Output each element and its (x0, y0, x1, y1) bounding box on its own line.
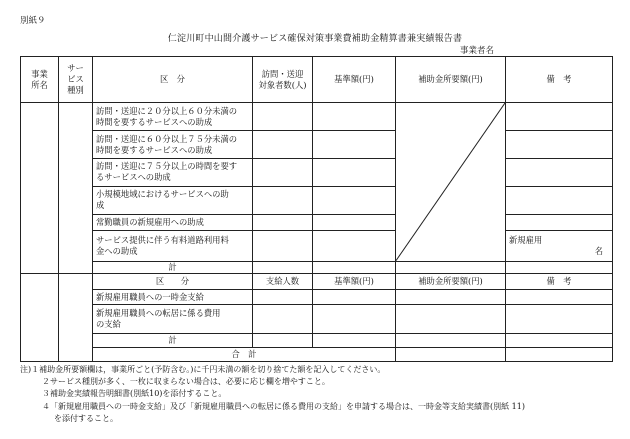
subtotal-subsidy-amount-cell[interactable] (396, 262, 506, 274)
payment-count-header: 支給人数 (253, 274, 313, 289)
table-row (21, 305, 613, 334)
header-row-2 (21, 274, 613, 289)
base-amount-cell[interactable] (313, 158, 396, 186)
note-2: ２サービス種別が多く、一枚に収まらない場合は、必要に応じ欄を増やすこと。 (42, 377, 330, 387)
document-title: 仁淀川町中山間介護サービス確保対策事業費補助金精算書兼実績報告書 (167, 34, 463, 44)
category-cell: 小規模地域におけるサービスへの助 成 (93, 186, 253, 214)
base-amount-header: 基準額(円) (313, 57, 396, 103)
subtotal-row-2 (21, 334, 613, 347)
visit-count-cell[interactable] (253, 103, 313, 131)
base-amount-cell[interactable] (313, 131, 396, 159)
service-type-cell-2[interactable] (59, 274, 93, 362)
table-row (21, 186, 613, 214)
diagonal-line (396, 103, 505, 261)
visit-count-cell[interactable] (253, 231, 313, 262)
subsidy-amount-diagonal-cell (396, 103, 506, 262)
operator-name-label: 事業者名 (460, 46, 495, 56)
remarks-cell[interactable] (506, 131, 613, 159)
visit-count-cell[interactable] (253, 131, 313, 159)
note-1: 注)１補助金所要額欄は，事業所ごと(予防含む。)に千円未満の額を切り捨てた額を記入してください。 (20, 365, 386, 374)
visit-count-header: 訪問・送迎 対象者数(人) (253, 57, 313, 103)
visit-count-cell[interactable] (253, 214, 313, 230)
remarks-cell[interactable] (506, 289, 613, 304)
base-amount-cell[interactable] (313, 214, 396, 230)
remarks-header: 備 考 (506, 57, 613, 103)
table-row (21, 231, 613, 262)
remarks-header-2: 備 考 (506, 274, 613, 289)
remarks-cell[interactable] (506, 214, 613, 230)
category-cell: サービス提供に伴う有料道路利用料 金への助成 (93, 231, 253, 262)
note-4: ４「新規雇用職員への一時金支給」及び「新規雇用職員への転居に係る費用の支給」を申請する場合は、一時金等支給実績書(別紙 11) (42, 401, 525, 411)
category-cell: 新規雇用職員への転居に係る費用 の支給 (93, 305, 253, 334)
base-amount-cell[interactable] (313, 103, 396, 131)
payment-count-cell[interactable] (253, 305, 313, 334)
payment-count-cell[interactable] (253, 289, 313, 304)
category-cell: 訪問・送迎に７５分以上の時間を要す るサービスへの助成 (93, 158, 253, 186)
subtotal-base-amount-cell[interactable] (313, 262, 396, 274)
visit-count-cell[interactable] (253, 158, 313, 186)
category-cell: 新規雇用職員への一時金支給 (93, 289, 253, 304)
document-label: 別紙９ (20, 16, 46, 26)
office-name-header: 事業 所名 (21, 57, 59, 103)
remarks-cell[interactable] (506, 158, 613, 186)
subtotal-remarks-cell[interactable] (506, 334, 613, 347)
subtotal-row (21, 262, 613, 274)
service-type-header: サー ビス 種別 (59, 57, 93, 103)
remarks-cell[interactable]: 新規雇用 名 (506, 231, 613, 262)
category-cell: 訪問・送迎に２０分以上６０分未満の 時間を要するサービスへの助成 (93, 103, 253, 131)
subsidy-amount-header-2: 補助金所要額(円) (396, 274, 506, 289)
base-amount-cell[interactable] (313, 186, 396, 214)
subsidy-report-table (20, 56, 613, 362)
office-name-cell[interactable] (21, 103, 59, 274)
subsidy-amount-cell[interactable] (396, 289, 506, 304)
subtotal-label: 計 (93, 262, 253, 274)
table-row (21, 158, 613, 186)
base-amount-header-2: 基準額(円) (313, 274, 396, 289)
office-name-cell-2[interactable] (21, 274, 59, 362)
total-label: 合 計 (93, 347, 396, 362)
table-row (21, 131, 613, 159)
category-cell: 訪問・送迎に６０分以上７５分未満の 時間を要するサービスへの助成 (93, 131, 253, 159)
total-remarks-cell[interactable] (506, 347, 613, 362)
visit-count-cell[interactable] (253, 186, 313, 214)
subtotal-base-amount-cell[interactable] (313, 334, 396, 347)
category-cell: 常勤職員の新規雇用への助成 (93, 214, 253, 230)
total-row (21, 347, 613, 362)
table-row (21, 103, 613, 131)
category-header-2: 区 分 (93, 274, 253, 289)
category-header: 区 分 (93, 57, 253, 103)
subtotal-payment-count-cell[interactable] (253, 334, 313, 347)
service-type-cell[interactable] (59, 103, 93, 274)
base-amount-cell[interactable] (313, 305, 396, 334)
table-row (21, 289, 613, 304)
remarks-cell[interactable] (506, 103, 613, 131)
note-3: ３補助金実績報告明細書(別紙10)を添付すること。 (42, 389, 227, 399)
remarks-cell[interactable] (506, 186, 613, 214)
base-amount-cell[interactable] (313, 289, 396, 304)
remarks-cell[interactable] (506, 305, 613, 334)
subsidy-amount-header: 補助金所要額(円) (396, 57, 506, 103)
subsidy-amount-cell[interactable] (396, 305, 506, 334)
note-4-continued: を添付すること。 (54, 413, 118, 423)
header-row (21, 57, 613, 103)
subtotal-remarks-cell[interactable] (506, 262, 613, 274)
subtotal-label-2: 計 (93, 334, 253, 347)
notes-section (20, 364, 620, 425)
subtotal-visit-count-cell[interactable] (253, 262, 313, 274)
total-subsidy-amount-cell[interactable] (396, 347, 506, 362)
subtotal-subsidy-amount-cell[interactable] (396, 334, 506, 347)
base-amount-cell[interactable] (313, 231, 396, 262)
table-row (21, 214, 613, 230)
